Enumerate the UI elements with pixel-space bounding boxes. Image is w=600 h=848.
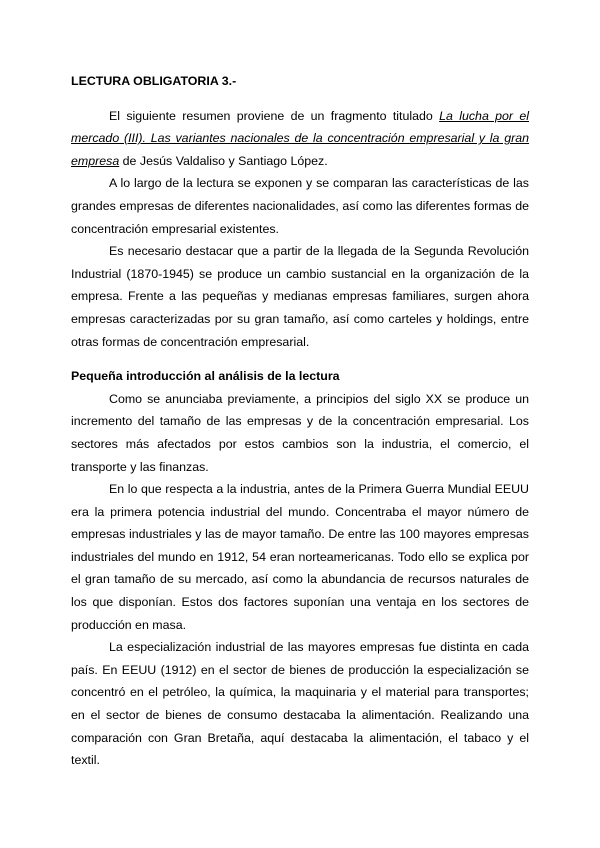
section-heading: Pequeña introducción al análisis de la lectura (71, 369, 340, 384)
intro-paragraph (71, 105, 529, 173)
paragraph-twentieth-century: Como se anunciaba previamente, a principios del siglo XX se produce un incremento del tamaño de las empresas y de la concentración empresarial. Los sectores más afectados por estos cambios son la industria, el comercio, el transporte y las finanzas. (71, 391, 529, 474)
paragraph-specialization: La especialización industrial de las mayores empresas fue distinta en cada país. En EEUU (1912) en el sector de bienes de producción la especialización se concentró en el petróleo, la química, la maquinaria y el material para transportes; en el sector de bienes de consumo destacaba la alimentación. Realizando una comparación con Gran Bretaña, aquí destacaba la alimentación, el tabaco y el textil. (71, 640, 529, 768)
document-page (71, 70, 529, 772)
document-title: LECTURA OBLIGATORIA 3.- (71, 74, 237, 88)
paragraph-second-revolution: Es necesario destacar que a partir de la llegada de la Segunda Revolución Industrial (1870-1945) se produce un cambio sustancial en la organización de la empresa. Frente a las pequeñas y medianas empresas familiares, surgen ahora empresas caracterizadas por su gran tamaño, así como carteles y holdings, entre otras formas de concentración empresarial. (71, 244, 529, 349)
work-title-reference: La lucha por el mercado (III). Las variantes nacionales de la concentración empresarial y la gran empresa (71, 108, 529, 168)
paragraph-comparison: A lo largo de la lectura se exponen y se comparan las características de las grandes empresas de diferentes nacionalidades, así como las diferentes formas de concentración empresarial existentes. (71, 176, 529, 236)
intro-text-after: de Jesús Valdaliso y Santiago López. (119, 153, 328, 168)
intro-text-before: El siguiente resumen proviene de un fragmento titulado (109, 108, 440, 123)
paragraph-industry-eeuu: En lo que respecta a la industria, antes de la Primera Guerra Mundial EEUU era la primera potencia industrial del mundo. Concentraba el mayor número de empresas industriales y las de mayor tamaño. De entre las 100 mayores empresas industriales del mundo en 1912, 54 eran norteamericanas. Todo ello se explica por el gran tamaño de su mercado, así como la abundancia de recursos naturales de los que disponían. Estos dos factores suponían una ventaja en los sectores de producción en masa. (71, 482, 529, 632)
